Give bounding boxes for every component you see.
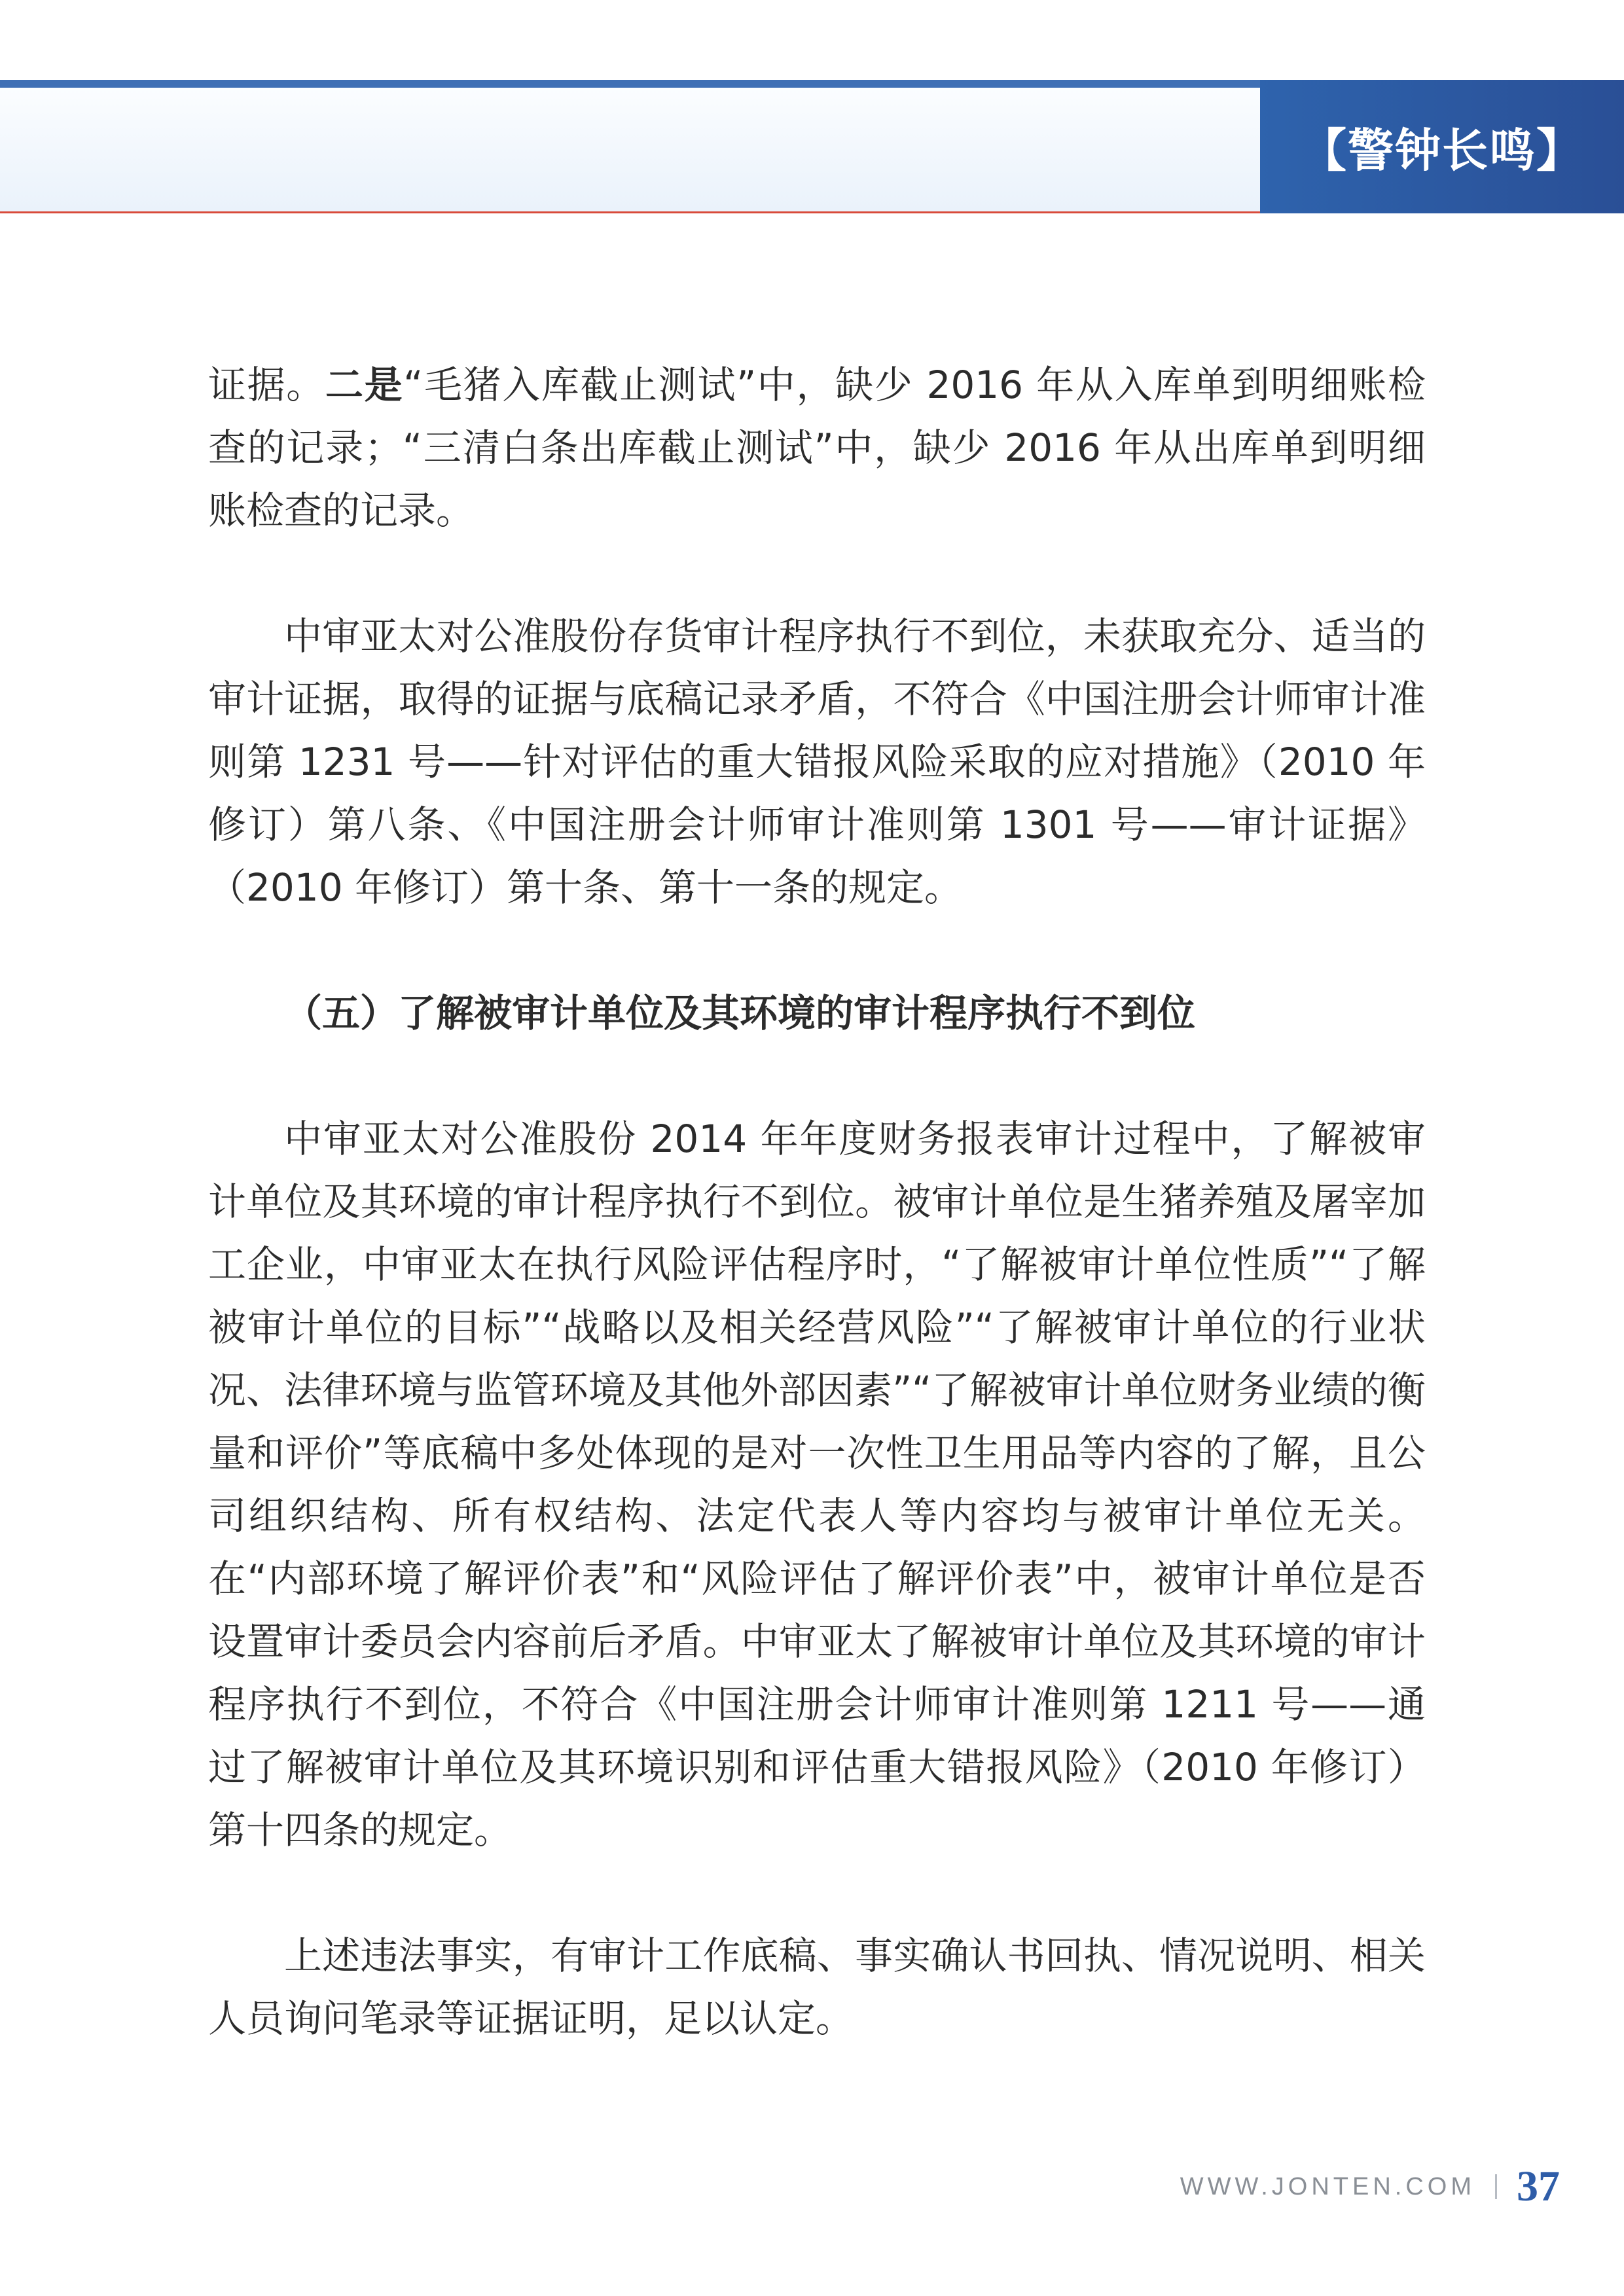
paragraph-3: 中审亚太对公准股份 2014 年年度财务报表审计过程中，了解被审计单位及其环境的审计程序执行不到位。被审计单位是生猪养殖及屠宰加工企业，中审亚太在执行风险评估程序时，“了解被审计单位性质”“了解被审计单位的目标”“战略以及相关经营风险”“了解被审计单位的行业状况、法律环境与监管环境及其他外部因素”“了解被审计单位财务业绩的衡量和评价”等底稿中多处体现的是对一次性卫生用品等内容的了解，且公司组织结构、所有权结构、法定代表人等内容均与被审计单位无关。在“内部环境了解评价表”和“风险评估了解评价表”中，被审计单位是否设置审计委员会内容前后矛盾。中审亚太了解被审计单位及其环境的审计程序执行不到位，不符合《中国注册会计师审计准则第 1211 号——通过了解被审计单位及其环境识别和评估重大错报风险》（2010 年修订）第十四条的规定。 — [208, 1117, 1426, 1852]
section-tag-box — [1260, 80, 1624, 213]
paragraph-1-start: 证据。 — [208, 363, 325, 407]
website-url: WWW.JONTEN.COM — [1180, 2172, 1475, 2200]
paragraph-2: 中审亚太对公准股份存货审计程序执行不到位，未获取充分、适当的审计证据，取得的证据与底稿记录矛盾，不符合《中国注册会计师审计准则第 1231 号——针对评估的重大错报风险采取的应对措施》（2010 年修订）第八条、《中国注册会计师审计准则第 1301 号——审计证据》（2010 年修订）第十条、第十一条的规定。 — [208, 614, 1426, 910]
header-band — [0, 80, 1260, 213]
footer-divider — [1495, 2174, 1497, 2199]
section-tag: 【警钟长鸣】 — [1301, 122, 1583, 177]
page-number: 37 — [1517, 2162, 1560, 2210]
paragraph-1-rest: “毛猪入库截止测试”中，缺少 2016 年从入库单到明细账检查的记录；“三清白条出库截止测试”中，缺少 2016 年从出库单到明细账检查的记录。 — [208, 363, 1426, 533]
paragraph-1 — [208, 353, 1426, 542]
section-heading: （五）了解被审计单位及其环境的审计程序执行不到位 — [284, 991, 1196, 1035]
paragraph-1-bold: 二是 — [325, 363, 404, 407]
page-footer — [1180, 2157, 1560, 2216]
article-body — [208, 353, 1426, 2113]
paragraph-4: 上述违法事实，有审计工作底稿、事实确认书回执、情况说明、相关人员询问笔录等证据证明，足以认定。 — [208, 1933, 1426, 2041]
